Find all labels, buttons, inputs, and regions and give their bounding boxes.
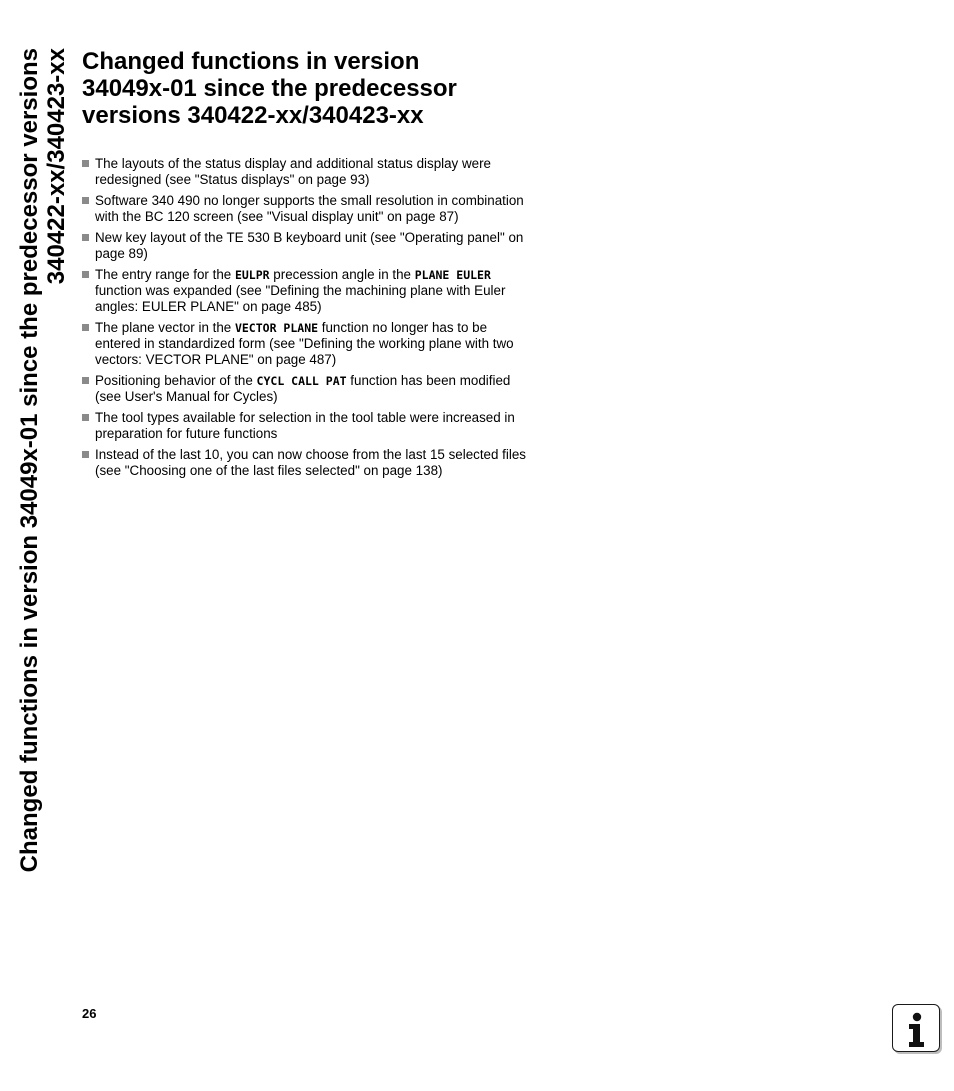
code-keyword: PLANE EULER — [414, 268, 491, 282]
list-item-text: precession angle in the — [269, 267, 415, 282]
page-number: 26 — [82, 1006, 97, 1021]
list-item-text: Software 340 490 no longer supports the small resolution in combination with the BC 120 screen (see "Visual display unit" on page 87) — [95, 193, 524, 224]
list-item — [82, 230, 527, 262]
list-item-text: The tool types available for selection in the tool table were increased in preparation for future functions — [95, 410, 515, 441]
changes-list — [82, 156, 527, 484]
list-item-text: Instead of the last 10, you can now choose from the last 15 selected files (see "Choosing one of the last files selected" on page 138) — [95, 447, 526, 478]
list-item-text: The entry range for the — [95, 267, 235, 282]
bullet-square-icon — [82, 234, 89, 241]
side-title-line-2: 340422-xx/340423-xx — [43, 48, 70, 285]
list-item — [82, 410, 527, 442]
list-item-text: Positioning behavior of the — [95, 373, 257, 388]
list-item-text: The layouts of the status display and additional status display were redesigned (see "Status displays" on page 93) — [95, 156, 491, 187]
side-section-title — [16, 48, 72, 916]
list-item-text: function was expanded (see "Defining the machining plane with Euler angles: EULER PLANE" on page 485) — [95, 283, 506, 314]
bullet-square-icon — [82, 160, 89, 167]
list-item — [82, 373, 527, 405]
bullet-square-icon — [82, 324, 89, 331]
info-icon — [892, 1004, 940, 1052]
heading-line-2: 34049x-01 since the predecessor — [82, 75, 457, 102]
bullet-square-icon — [82, 377, 89, 384]
code-keyword: CYCL CALL PAT — [256, 374, 347, 388]
list-item-text: The plane vector in the — [95, 320, 235, 335]
list-item — [82, 447, 527, 479]
side-title-line-1: Changed functions in version 34049x-01 since the predecessor versions — [16, 48, 43, 873]
code-keyword: EULPR — [234, 268, 270, 282]
list-item-text: function has been modified (see User's Manual for Cycles) — [95, 373, 511, 404]
heading-line-1: Changed functions in version — [82, 48, 420, 75]
list-item-text: function no longer has to be entered in standardized form (see "Defining the working plane with two vectors: VECTOR PLANE" on page 487) — [95, 320, 514, 367]
page-heading — [82, 48, 542, 129]
list-item — [82, 156, 527, 188]
list-item — [82, 320, 527, 368]
bullet-square-icon — [82, 414, 89, 421]
bullet-square-icon — [82, 451, 89, 458]
code-keyword: VECTOR PLANE — [234, 321, 319, 335]
bullet-square-icon — [82, 197, 89, 204]
list-item — [82, 193, 527, 225]
list-item — [82, 267, 527, 315]
heading-line-3: versions 340422-xx/340423-xx — [82, 102, 424, 129]
list-item-text: New key layout of the TE 530 B keyboard unit (see "Operating panel" on page 89) — [95, 230, 524, 261]
bullet-square-icon — [82, 271, 89, 278]
